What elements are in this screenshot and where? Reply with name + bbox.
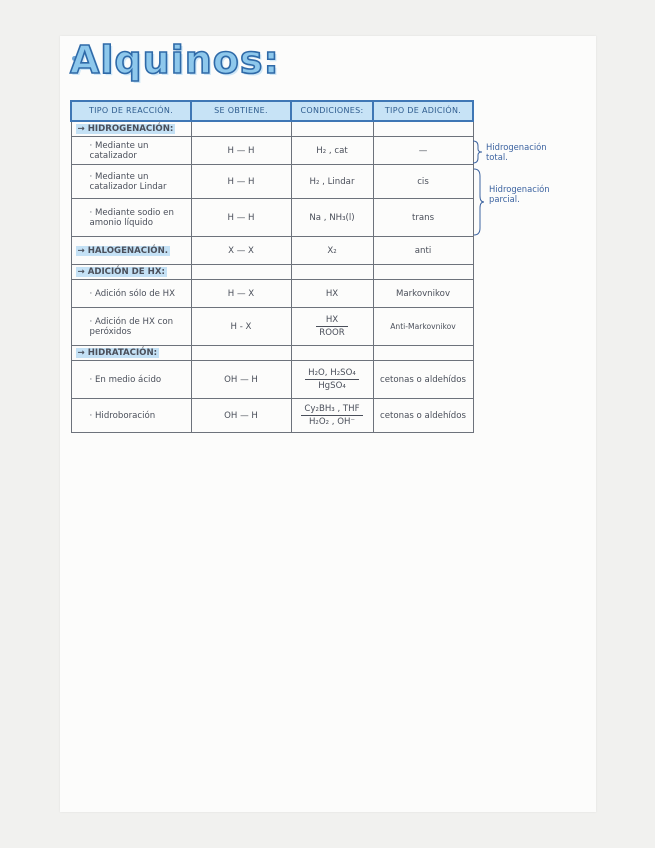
conditions-cell — [291, 399, 373, 433]
table-row — [71, 399, 473, 433]
conditions-cell: H₂ , cat — [291, 137, 373, 165]
header-obtains: SE OBTIENE. — [191, 101, 291, 121]
arrow-reagent-bottom: H₂O₂ , OH⁻ — [308, 417, 356, 427]
addition-cell: cetonas o aldehídos — [373, 361, 473, 399]
method-cell: · Adición sólo de HX — [71, 280, 191, 308]
method-cell: · Mediante un catalizador — [71, 137, 191, 165]
addition-cell: trans — [373, 199, 473, 237]
product-cell: OH — H — [191, 361, 291, 399]
addition-cell: anti — [373, 237, 473, 265]
method-cell: · En medio ácido — [71, 361, 191, 399]
brace-total-icon — [470, 140, 484, 164]
product-cell: H — H — [191, 137, 291, 165]
conditions-cell: Na , NH₃(l) — [291, 199, 373, 237]
arrow-reagent-top: Cy₂BH₃ , THF — [301, 404, 362, 416]
conditions-cell: HX — [291, 280, 373, 308]
arrow-reagent-bottom: ROOR — [319, 328, 345, 338]
section-label: → HALOGENACIÓN. — [77, 245, 169, 256]
section-row-halogenation — [71, 237, 473, 265]
section-label: → HIDRATACIÓN: — [77, 348, 158, 358]
section-label: → ADICIÓN DE HX: — [77, 267, 165, 277]
header-addition-type: TIPO DE ADICIÓN. — [373, 101, 473, 121]
section-row-hydration — [71, 346, 473, 361]
reaction-arrow — [301, 404, 362, 427]
method-cell: · Hidroboración — [71, 399, 191, 433]
arrow-reagent-top: H₂O, H₂SO₄ — [305, 368, 359, 380]
section-label: → HIDROGENACIÓN: — [77, 124, 174, 134]
product-cell: X — X — [191, 237, 291, 265]
table-row — [71, 361, 473, 399]
product-cell: H — X — [191, 280, 291, 308]
table-row — [71, 280, 473, 308]
note-partial-hydrogenation: Hidrogenación parcial. — [489, 184, 550, 204]
product-cell: H - X — [191, 308, 291, 346]
header-reaction-type: TIPO DE REACCIÓN. — [71, 101, 191, 121]
reactions-table — [70, 100, 474, 433]
section-row-hydrogenation — [71, 121, 473, 137]
addition-cell: cis — [373, 165, 473, 199]
table-header-row — [71, 101, 473, 121]
table-row — [71, 137, 473, 165]
table-row — [71, 308, 473, 346]
conditions-cell — [291, 361, 373, 399]
method-cell: · Adición de HX con peróxidos — [71, 308, 191, 346]
header-conditions: CONDICIONES: — [291, 101, 373, 121]
reaction-arrow — [316, 315, 347, 338]
conditions-cell — [291, 308, 373, 346]
addition-cell: — — [373, 137, 473, 165]
page-title: Alquinos: — [70, 38, 280, 82]
note-total-hydrogenation: Hidrogenación total. — [486, 142, 547, 162]
addition-cell: Markovnikov — [373, 280, 473, 308]
title-area — [70, 38, 280, 82]
reaction-arrow — [305, 368, 359, 391]
product-cell: OH — H — [191, 399, 291, 433]
addition-cell: cetonas o aldehídos — [373, 399, 473, 433]
conditions-cell: X₂ — [291, 237, 373, 265]
conditions-cell: H₂ , Lindar — [291, 165, 373, 199]
method-cell: · Mediante un catalizador Lindar — [71, 165, 191, 199]
section-row-hx-addition — [71, 265, 473, 280]
product-cell: H — H — [191, 199, 291, 237]
table-row — [71, 165, 473, 199]
product-cell: H — H — [191, 165, 291, 199]
brace-partial-icon — [472, 168, 486, 236]
method-cell: · Mediante sodio en amonio líquido — [71, 199, 191, 237]
arrow-reagent-top: HX — [316, 315, 347, 327]
arrow-reagent-bottom: HgSO₄ — [318, 381, 346, 391]
table-row — [71, 199, 473, 237]
addition-cell: Anti-Markovnikov — [373, 308, 473, 346]
